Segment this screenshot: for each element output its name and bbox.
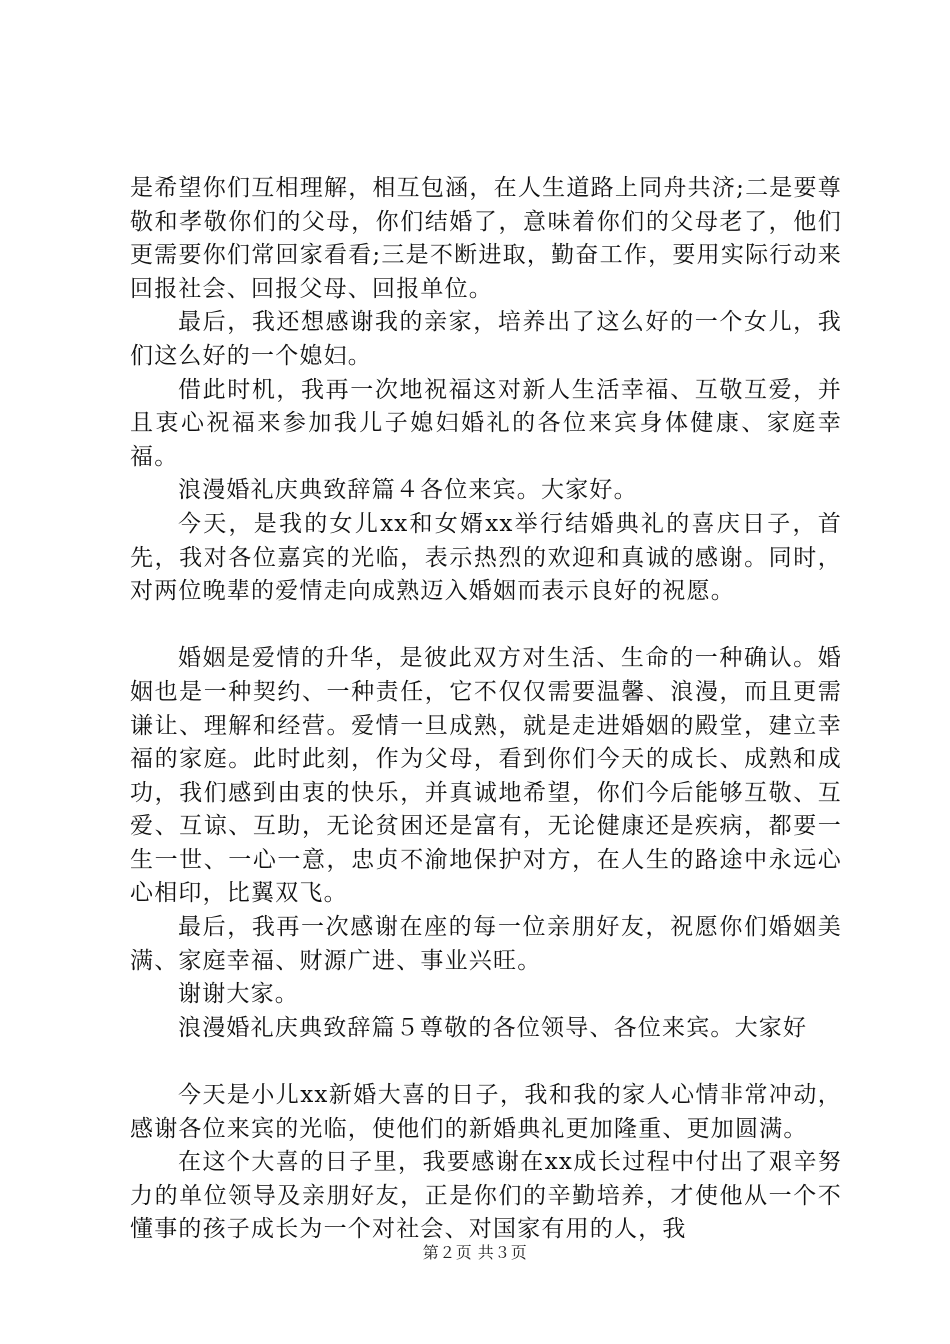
paragraph-wedding-day: 今天是小儿xx新婚大喜的日子，我和我的家人心情非常冲动，感谢各位来宾的光临，使他们的新婚典礼更加隆重、更加圆满。 [130, 1082, 842, 1142]
section-heading-speech-4: 浪漫婚礼庆典致辞篇４各位来宾。大家好。 [178, 477, 638, 504]
paragraph-spacer [130, 609, 842, 643]
paragraph-gratitude: 在这个大喜的日子里，我要感谢在xx成长过程中付出了艰辛努力的单位领导及亲朋好友，正是你们的辛勤培养，才使他从一个不懂事的孩子成长为一个对社会、对国家有用的人，我 [130, 1149, 842, 1243]
paragraph-blessing: 借此时机，我再一次地祝福这对新人生活幸福、互敬互爱，并且衷心祝福来参加我儿子媳妇婚礼的各位来宾身体健康、家庭幸福。 [130, 376, 842, 470]
document-body [130, 172, 842, 1247]
paragraph-final-thanks: 最后，我再一次感谢在座的每一位亲朋好友，祝愿你们婚姻美满、家庭幸福、财源广进、事业兴旺。 [130, 914, 842, 974]
paragraph-spacer [130, 1045, 842, 1079]
paragraph-continuation: 是希望你们互相理解，相互包涵，在人生道路上同舟共济;二是要尊敬和孝敬你们的父母，你们结婚了，意味着你们的父母老了，他们更需要你们常回家看看;三是不断进取，勤奋工作，要用实际行动来回报社会、回报父母、回报单位。 [130, 175, 842, 302]
paragraph-marriage: 婚姻是爱情的升华，是彼此双方对生活、生命的一种确认。婚姻也是一种契约、一种责任，它不仅仅需要温馨、浪漫，而且更需谦让、理解和经营。爱情一旦成熟，就是走进婚姻的殿堂，建立幸福的家庭。此时此刻，作为父母，看到你们今天的成长、成熟和成功，我们感到由衷的快乐，并真诚地希望，你们今后能够互敬、互爱、互谅、互助，无论贫困还是富有，无论健康还是疾病，都要一生一世、一心一意，忠贞不渝地保护对方，在人生的路途中永远心心相印，比翼双飞。 [130, 645, 842, 907]
page-number-footer: 第２页 共３页 [422, 1243, 528, 1262]
section-heading-speech-5: 浪漫婚礼庆典致辞篇５尊敬的各位领导、各位来宾。大家好 [178, 1014, 808, 1041]
paragraph-welcome: 今天，是我的女儿xx和女婿xx举行结婚典礼的喜庆日子，首先，我对各位嘉宾的光临，表示热烈的欢迎和真诚的感谢。同时，对两位晚辈的爱情走向成熟迈入婚姻而表示良好的祝愿。 [130, 510, 842, 605]
paragraph-thanks-in-laws: 最后，我还想感谢我的亲家，培养出了这么好的一个女儿，我们这么好的一个媳妇。 [130, 309, 842, 369]
paragraph-closing: 谢谢大家。 [178, 981, 299, 1008]
